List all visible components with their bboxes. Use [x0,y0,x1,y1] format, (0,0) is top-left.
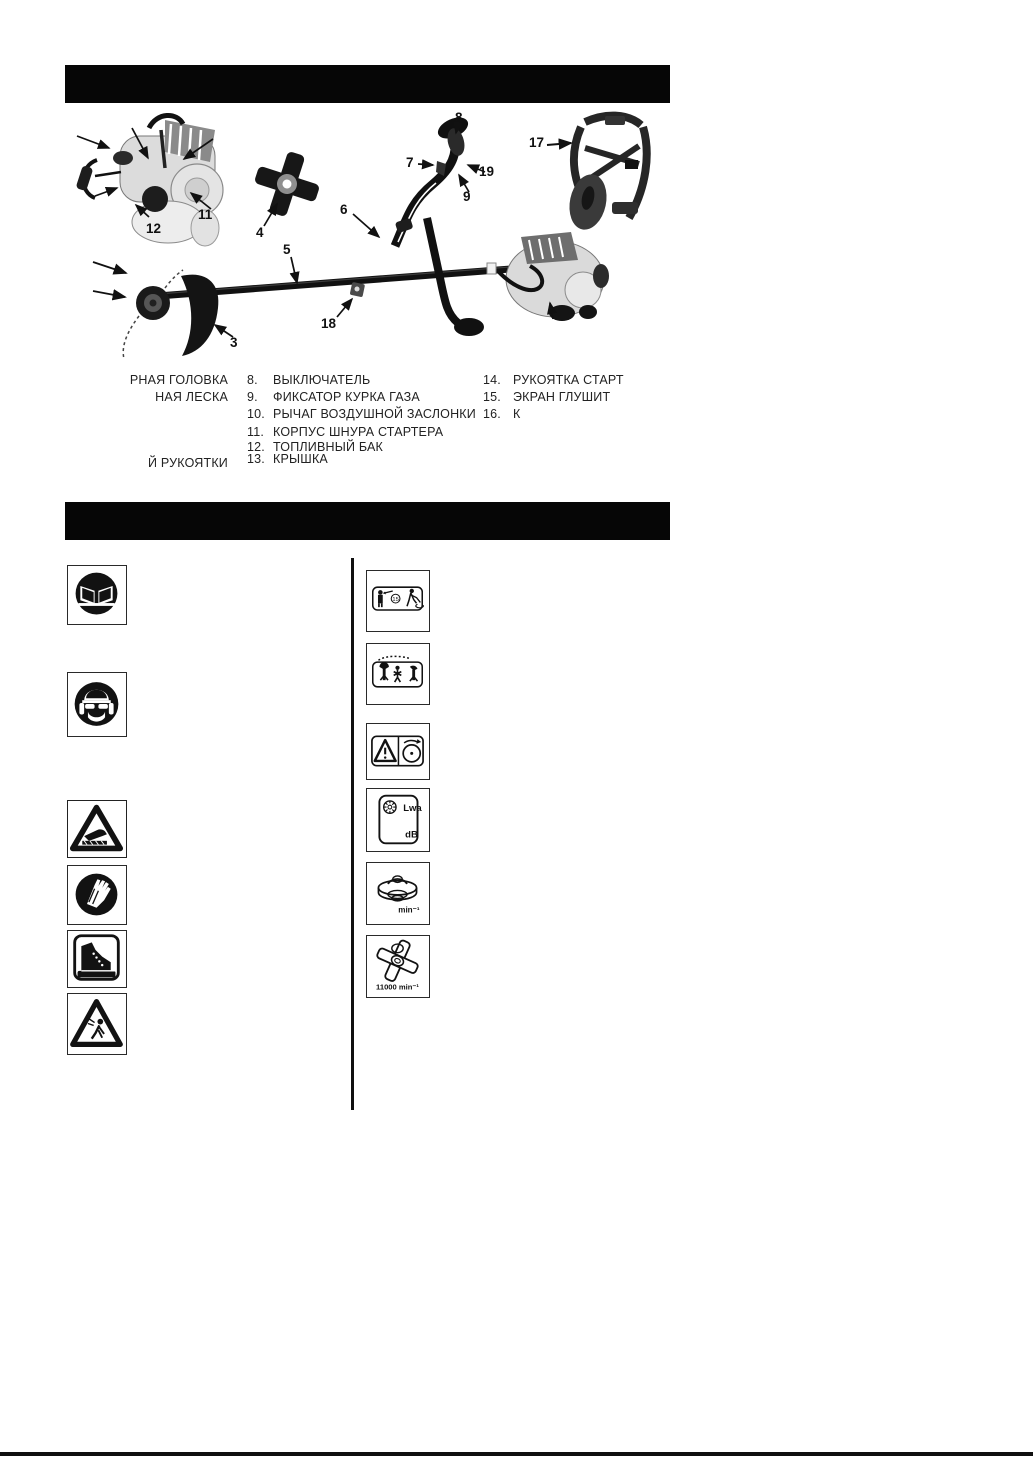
parts-list-item: РНАЯ ГОЛОВКА [129,373,228,387]
read-manual-icon [68,566,125,623]
parts-list-item [247,452,328,466]
head-rpm-label: min⁻¹ [398,905,420,915]
blade-rotation-warning-icon [367,724,428,778]
parts-list-item: НАЯ ЛЕСКА [155,390,228,404]
callout-12: 12 [146,221,162,236]
safety-boots-icon [68,931,125,986]
hand-cut-hazard-icon [68,801,125,856]
item-number: 8. [247,373,258,387]
handle-shaft-illustration [353,113,485,246]
callout-17: 17 [529,135,545,150]
keep-bystanders-away-icon [367,571,428,630]
item-text: КОРПУС ШНУРА СТАРТЕРА [273,425,444,439]
hand-blade-warning-symbol [67,800,127,858]
callout-18: 18 [321,316,337,331]
boots-symbol [67,930,127,988]
callout-19: 19 [479,164,495,179]
head-protection-symbol [67,672,127,737]
falling-objects-symbol [366,643,430,705]
distance-value: 15 [392,596,399,603]
gloves-symbol [67,865,127,925]
noise-lwa-label: Lwa [403,802,422,814]
item-text: КРЫШКА [273,452,328,466]
symbols-column-divider [351,558,354,1110]
trimmer-head-speed-symbol [366,862,430,925]
item-number: 12. [247,440,265,454]
item-number: 14. [483,373,501,387]
trimmer-head-icon [367,863,428,923]
ricochet-warning-symbol [67,993,127,1055]
thrown-object-hazard-icon [68,994,125,1053]
noise-db-label: dB [405,829,418,841]
page-bottom-rule [0,1452,1033,1456]
parts-list-item [247,407,476,421]
bystanders-distance-symbol [366,570,430,632]
item-number: 16. [483,407,501,421]
protective-gloves-icon [68,866,125,923]
item-text: ЭКРАН ГЛУШИТ [513,390,611,404]
parts-list-item: Й РУКОЯТКИ [148,456,228,470]
read-manual-symbol [67,565,127,625]
callout-4: 4 [256,225,264,240]
item-text: ВЫКЛЮЧАТЕЛЬ [273,373,371,387]
parts-list-item [483,373,624,387]
blade-rpm-label: 11000 min⁻¹ [376,982,419,992]
parts-list-item [247,390,420,404]
callout-6: 6 [340,202,348,217]
item-number: 15. [483,390,501,404]
helmet-goggles-earmuffs-icon [68,673,125,735]
symbols-section-header-bar [65,502,670,540]
parts-list-item [483,390,610,404]
callout-9: 9 [463,189,471,204]
callout-7: 7 [406,155,414,170]
item-number: 10. [247,407,265,421]
star-blade-speed-icon [367,936,428,996]
parts-diagram [65,106,670,368]
item-text: ТОПЛИВНЫЙ БАК [273,440,384,454]
callout-5: 5 [283,242,291,257]
blade-speed-symbol [366,935,430,998]
item-text: ФИКСАТОР КУРКА ГАЗА [273,390,420,404]
thrown-debris-bystanders-icon [367,644,428,703]
item-text: РУКОЯТКА СТАРТ [513,373,624,387]
item-number: 9. [247,390,258,404]
noise-level-symbol [366,788,430,852]
item-number: 11. [247,425,265,439]
parts-section-header-bar [65,65,670,103]
item-text: РЫЧАГ ВОЗДУШНОЙ ЗАСЛОНКИ [273,407,476,421]
sound-power-label-icon [367,789,428,850]
parts-list-item [247,425,443,439]
callout-3: 3 [230,335,238,350]
harness-illustration [547,116,647,234]
parts-list-item [247,373,370,387]
item-number: 13. [247,452,265,466]
item-text: К [513,407,521,421]
callout-8: 8 [455,110,463,125]
blade-thrust-warning-symbol [366,723,430,780]
parts-diagram-drawing [65,106,670,368]
callout-11: 11 [198,207,213,222]
parts-list-item [483,407,520,421]
star-blade-illustration [247,144,328,225]
